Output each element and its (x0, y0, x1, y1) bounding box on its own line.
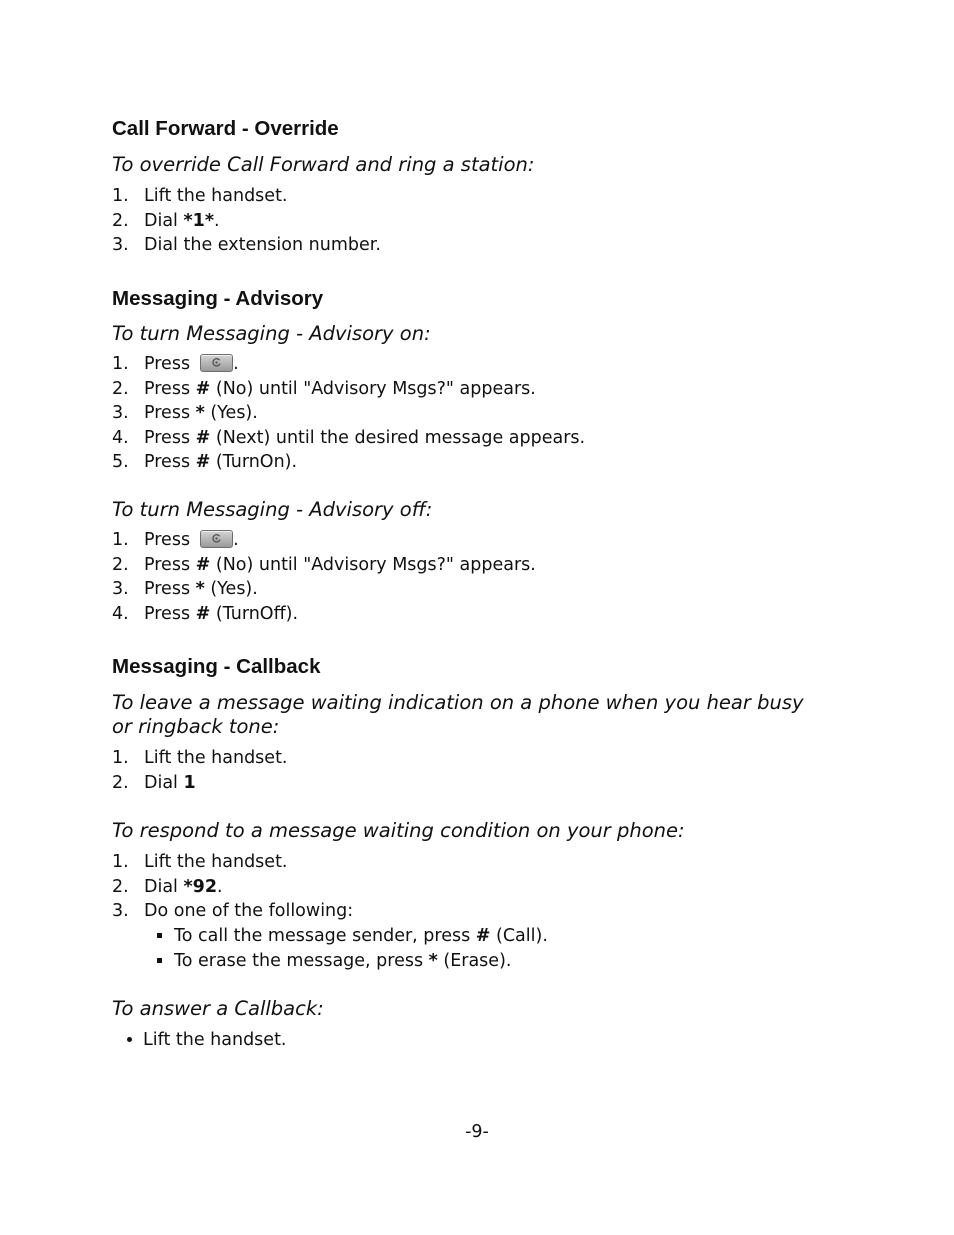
intro-callback-line2: or ringback tone: (112, 715, 280, 738)
list-item: To erase the message, press * (Erase). (157, 949, 548, 974)
intro-call-forward: To override Call Forward and ring a station: (112, 153, 535, 176)
steps-callback-leave (112, 746, 288, 795)
list-item: 1. Lift the handset. (112, 186, 288, 206)
list-item: Lift the handset. (112, 1028, 287, 1053)
steps-advisory-on (112, 352, 585, 475)
list-item: 2. Press # (No) until "Advisory Msgs?" appears. (112, 554, 536, 575)
list-item: 1. Press . (112, 354, 239, 374)
heading-messaging-callback: Messaging - Callback (112, 655, 321, 678)
list-item: 1. Lift the handset. (112, 748, 288, 768)
list-item: 2. Press # (No) until "Advisory Msgs?" appears. (112, 378, 536, 399)
steps-callback-respond (112, 850, 353, 924)
list-item: 3. Do one of the following: (112, 901, 354, 922)
list-item: 2. Dial *92. (112, 876, 223, 897)
list-item: 3. Dial the extension number. (112, 235, 381, 256)
sub-options (157, 924, 548, 973)
heading-messaging-advisory: Messaging - Advisory (112, 287, 324, 310)
list-item: 5. Press # (TurnOn). (112, 452, 298, 473)
intro-callback-respond: To respond to a message waiting condition on your phone: (112, 819, 685, 842)
bullet-icon (127, 1037, 132, 1042)
list-item: 4. Press # (TurnOff). (112, 603, 299, 624)
message-key-icon (200, 530, 233, 548)
list-item: 2. Dial *1*. (112, 210, 220, 231)
intro-advisory-on: To turn Messaging - Advisory on: (112, 322, 431, 345)
square-bullet-icon (157, 958, 162, 963)
list-item: 2. Dial 1 (112, 772, 196, 793)
list-item: 3. Press * (Yes). (112, 579, 258, 600)
steps-answer-callback (112, 1028, 287, 1053)
steps-call-forward (112, 184, 381, 258)
list-item: 1. Lift the handset. (112, 852, 288, 872)
list-item: 1. Press . (112, 530, 239, 550)
message-key-icon (200, 354, 233, 372)
list-item: 3. Press * (Yes). (112, 403, 258, 424)
page-number: -9- (465, 1122, 489, 1142)
intro-advisory-off: To turn Messaging - Advisory off: (112, 498, 433, 521)
intro-answer-callback: To answer a Callback: (112, 997, 324, 1020)
list-item: To call the message sender, press # (Call). (157, 924, 548, 949)
list-item: 4. Press # (Next) until the desired message appears. (112, 427, 586, 448)
steps-advisory-off (112, 528, 536, 626)
square-bullet-icon (157, 933, 162, 938)
heading-call-forward-override: Call Forward - Override (112, 117, 339, 140)
intro-callback-line1: To leave a message waiting indication on a phone when you hear busy (112, 691, 804, 714)
